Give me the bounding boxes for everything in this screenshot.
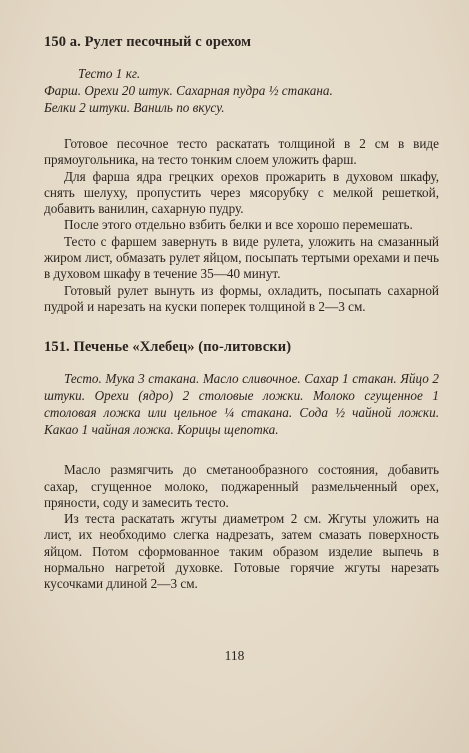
ingredient-line: Тесто 1 кг.	[78, 66, 141, 81]
instruction-paragraph: Готовое песочное тесто раскатать толщиной в 2 см в виде прямоугольника, на тесто тонким слоем уложить фарш.	[44, 136, 439, 168]
recipe-151-title: 151. Печенье «Хлебец» (по-литовски)	[44, 339, 292, 356]
instruction-paragraph: Готовый рулет вынуть из формы, охладить, посыпать сахарной пудрой и нарезать на куски поперек толщиной в 2—3 см.	[44, 282, 439, 314]
instruction-paragraph: Из теста раскатать жгуты диаметром 2 см. Жгуты уложить на лист, их необходимо слегка надрезать, затем смазать поверхность яйцом. Потом сформованное таким образом изделие выпечь в нормально нагретой духовке. Готовые горячие жгуты нарезать кусочками длиной 2—3 см.	[44, 511, 439, 592]
ingredient-line: Белки 2 штуки. Ваниль по вкусу.	[44, 100, 225, 115]
instruction-paragraph: После этого отдельно взбить белки и все хорошо перемешать.	[64, 217, 413, 233]
ingredient-line: Фарш. Орехи 20 штук. Сахарная пудра ½ стакана.	[44, 83, 333, 98]
recipe-150-ingredients	[44, 65, 439, 116]
instruction-paragraph: Масло размягчить до сметанообразного состояния, добавить сахар, сгущенное молоко, поджаренный размельченный орех, пряности, соду и замесить тесто.	[44, 462, 439, 510]
recipe-151-ingredients: Тесто. Мука 3 стакана. Масло сливочное. Сахар 1 стакан. Яйцо 2 штуки. Орехи (ядро) 2 столовые ложки. Молоко сгущенное 1 столовая ложка или цельное ¼ стакана. Сода ½ чайной ложки. Какао 1 чайная ложка. Корицы щепотка.	[44, 371, 439, 438]
recipe-150-title: 150 а. Рулет песочный с орехом	[44, 34, 252, 50]
instruction-paragraph: Тесто с фаршем завернуть в виде рулета, уложить на смазанный жиром лист, обмазать рулет яйцом, посыпать тертыми орехами и печь в духовом шкафу в течение 35—40 минут.	[44, 233, 439, 282]
instruction-paragraph: Для фарша ядра грецких орехов прожарить в духовом шкафу, снять шелуху, пропустить через мясорубку с мелкой решеткой, добавить ванилин, сахарную пудру.	[44, 168, 439, 217]
page-number: 118	[224, 648, 245, 663]
